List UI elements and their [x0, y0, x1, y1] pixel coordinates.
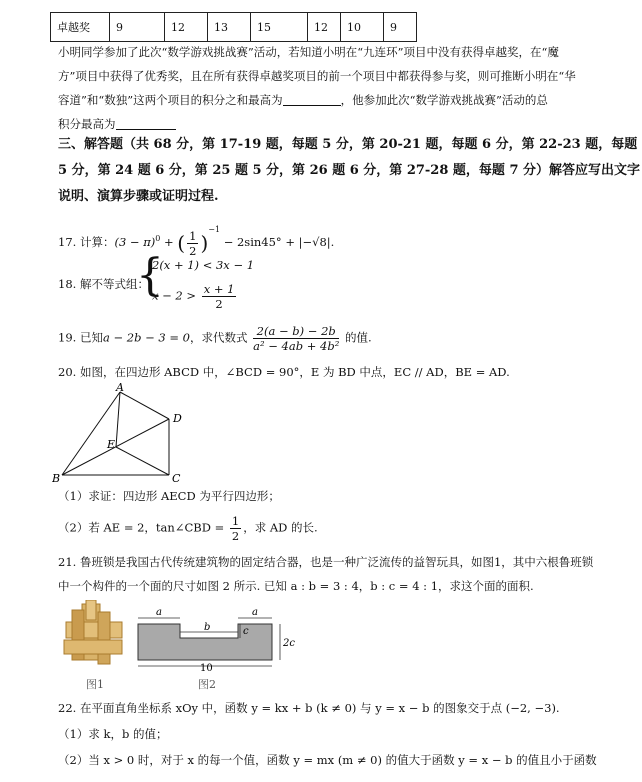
- q19-suffix: 的值.: [344, 330, 372, 345]
- quadrilateral-figure: [52, 382, 192, 486]
- dim-label-a: a: [156, 607, 162, 618]
- q22-part1: （1）求 k，b 的值；: [58, 727, 168, 741]
- q17-exponent: 0: [155, 234, 161, 244]
- component-dimension-figure: [134, 604, 304, 672]
- q16-line3-a: 容道”和“数独”这两个项目的积分之和最高为: [58, 93, 283, 107]
- luban-lock-image: [58, 600, 132, 674]
- q20-frac-den: 2: [231, 529, 240, 543]
- q18-frac-den: 2: [215, 297, 223, 311]
- q17-exponent-neg: −1: [208, 225, 221, 234]
- dim-label-c: c: [243, 626, 249, 637]
- q17-frac-den: 2: [189, 243, 197, 258]
- q17-frac-num: 1: [189, 228, 197, 243]
- q16-line3: [58, 88, 548, 112]
- q16-line3-b: ，他参加此次“数学游戏挑战赛”活动的总: [340, 93, 548, 107]
- q17-rest: − 2sin45° + |−√8|.: [223, 235, 335, 249]
- q20-frac-num: 1: [231, 514, 240, 528]
- q16-line1: 小明同学参加了此次“数学游戏挑战赛”活动，若知道小明在“九连环”项目中没有获得卓越奖，在“魔: [58, 45, 559, 59]
- q20-part1: （1）求证：四边形 AECD 为平行四边形；: [58, 489, 280, 503]
- q21-line1: 21. 鲁班锁是我国古代传统建筑物的固定结合器，也是一种广泛流传的益智玩具，如图1，其中六根鲁班锁: [58, 555, 594, 569]
- table-cell: 15: [251, 13, 308, 42]
- table-cell: 9: [384, 13, 417, 42]
- point-label-E: E: [107, 438, 116, 451]
- q19-mid: ，求代数式: [189, 330, 248, 345]
- section-instructions: 5 分，第 24 题 6 分，第 25 题 5 分，第 26 题 6 分，第 27-28 题，每题 7 分）解答应写出文字: [58, 163, 641, 178]
- q17-base: (3 − π): [114, 235, 156, 249]
- table-cell: 13: [208, 13, 251, 42]
- q17: 17. 计算：$(3 - \pi)^0$ + ( $\frac{1}{2}$ )$^{-1}$ − 2sin45° + |−√8|.: [58, 225, 335, 258]
- q19-prefix: 19. 已知: [58, 330, 103, 345]
- q18-ineq2-left: x − 2 >: [152, 288, 197, 303]
- q19: [58, 324, 372, 353]
- q20-part2-a: （2）若 AE = 2，tan∠CBD =: [58, 520, 225, 535]
- answer-blank[interactable]: [116, 115, 176, 130]
- q18-inequality-1: 2(x + 1) < 3x − 1: [152, 258, 255, 272]
- point-label-D: D: [173, 412, 182, 425]
- q19-condition: a − 2b − 3 = 0: [102, 330, 190, 345]
- q16-line4-text: 积分最高为: [58, 117, 116, 131]
- q18-frac-num: x + 1: [203, 282, 235, 296]
- dim-label-a2: a: [252, 607, 258, 618]
- q20-stem: 20. 如图，在四边形 ABCD 中，∠BCD = 90°，E 为 BD 中点，EC // AD，BE = AD.: [58, 365, 510, 379]
- segment-EC: [116, 447, 169, 475]
- figure2-caption: 图2: [198, 678, 216, 691]
- q17-plus: +: [164, 235, 174, 249]
- section-title: 三、解答题（共 68 分，第 17-19 题，每题 5 分，第 20-21 题，每题 6 分，第 22-23 题，每题: [58, 137, 638, 152]
- table-cell: 9: [110, 13, 165, 42]
- answer-blank[interactable]: [283, 91, 341, 106]
- q22-part2: （2）当 x > 0 时，对于 x 的每一个值，函数 y = mx (m ≠ 0) 的值大于函数 y = x − b 的值且小于函数: [58, 753, 597, 767]
- section-instructions-end: 说明、演算步骤或证明过程.: [58, 189, 219, 204]
- q18-inequality-2: [152, 282, 238, 311]
- brace-symbol: {: [136, 250, 164, 301]
- dim-label-b: b: [204, 622, 211, 633]
- point-label-B: B: [52, 472, 61, 485]
- q18-prefix: 18. 解不等式组：: [58, 277, 149, 291]
- dim-label-2c: 2c: [283, 638, 295, 649]
- q16-line2: 方”项目中获得了优秀奖，且在所有获得卓越奖项目的前一个项目中都获得参与奖，则可推断小明在“华: [58, 69, 576, 83]
- point-label-C: C: [172, 472, 181, 485]
- segment-AB: [62, 392, 120, 475]
- q20-part2: [58, 514, 318, 543]
- table-row-label: 卓越奖: [51, 13, 110, 42]
- q17-prefix: 17. 计算：: [58, 235, 115, 249]
- table-row: [51, 13, 417, 42]
- segment-AE: [116, 392, 120, 447]
- table-cell: 10: [341, 13, 384, 42]
- segment-AD: [120, 392, 169, 419]
- q19-frac-num: 2(a − b) − 2b: [253, 324, 339, 339]
- q21-line2: 中一个构件的一个面的尺寸如图 2 所示. 已知 a : b = 3 : 4，b : c = 4 : 1，求这个面的面积.: [58, 579, 534, 593]
- awards-table: [50, 12, 417, 42]
- figure1-caption: 图1: [86, 678, 104, 691]
- q19-frac-den: a² − 4ab + 4b²: [253, 339, 340, 353]
- dim-label-10: 10: [200, 663, 213, 672]
- q22-stem: 22. 在平面直角坐标系 xOy 中，函数 y = kx + b (k ≠ 0) 与 y = x − b 的图象交于点 (−2, −3).: [58, 701, 560, 715]
- point-label-A: A: [116, 382, 124, 394]
- q20-part2-b: ，求 AD 的长.: [243, 520, 318, 535]
- table-cell: 12: [308, 13, 341, 42]
- table-cell: 12: [165, 13, 208, 42]
